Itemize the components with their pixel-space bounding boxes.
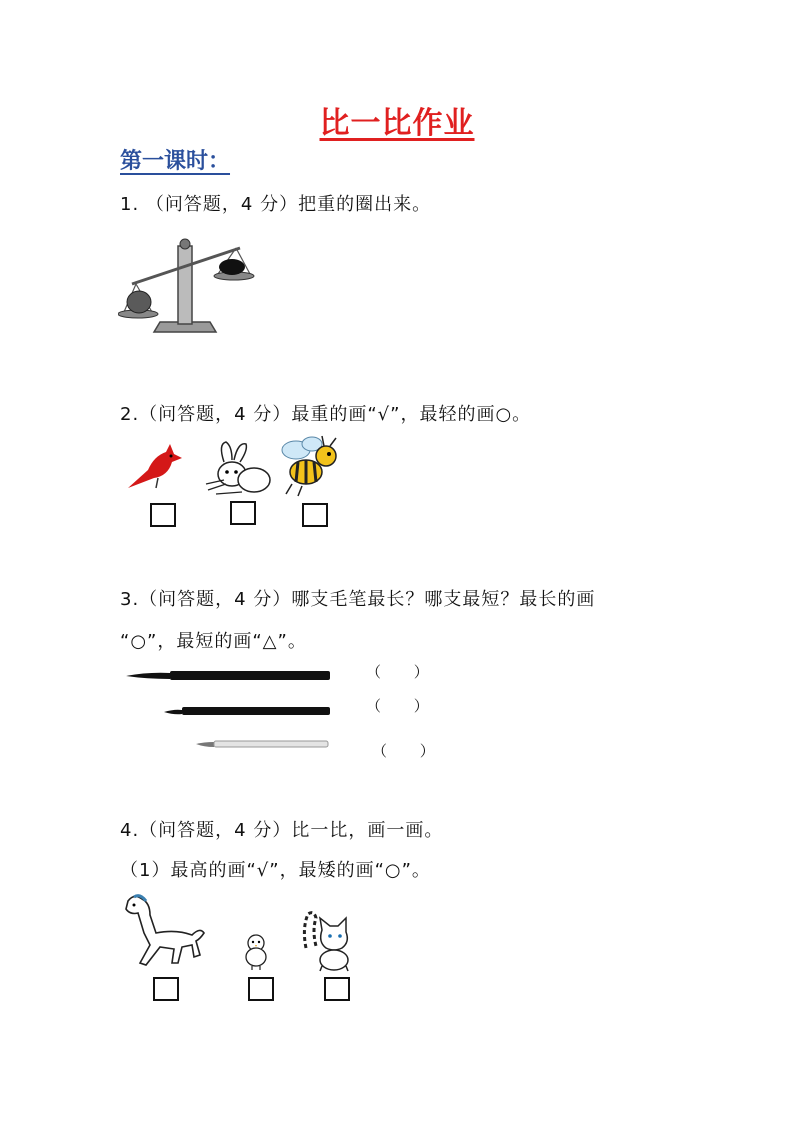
question-1-text: 1. （问答题，4 分）把重的圈出来。 [120,194,432,215]
brush-long-icon [126,671,330,680]
question-3-text-line2: “○”，最短的画“△”。 [120,631,307,652]
answer-paren-long[interactable]: （ ） [366,663,443,681]
brushes-group [124,664,336,758]
cardinal-bird-icon [124,442,186,492]
bee-icon [278,432,344,500]
question-4-text: 4.（问答题，4 分）比一比，画一画。 [120,820,444,841]
answer-box-bird[interactable] [150,503,176,527]
answer-box-horse[interactable] [153,977,179,1001]
rabbit-icon [202,440,274,496]
answer-box-chick[interactable] [248,977,274,1001]
cat-icon [302,908,358,972]
answer-box-cat[interactable] [324,977,350,1001]
answer-paren-short[interactable]: （ ） [372,742,449,760]
question-2-text: 2.（问答题，4 分）最重的画“√”，最轻的画○。 [120,404,532,425]
balance-scale-icon [118,232,258,337]
brush-medium-icon [164,707,330,715]
answer-box-rabbit[interactable] [230,501,256,525]
page-title: 比一比作业 [319,106,475,141]
answer-box-bee[interactable] [302,503,328,527]
section-heading: 第一课时： [120,149,231,174]
question-3-text-line1: 3.（问答题，4 分）哪支毛笔最长？哪支最短？最长的画 [120,589,596,610]
answer-paren-medium[interactable]: （ ） [366,697,443,715]
question-4-subquestion-1: （1）最高的画“√”，最矮的画“○”。 [120,860,431,881]
brush-short-icon [196,741,328,747]
chick-icon [242,933,270,971]
horse-icon [120,893,206,971]
